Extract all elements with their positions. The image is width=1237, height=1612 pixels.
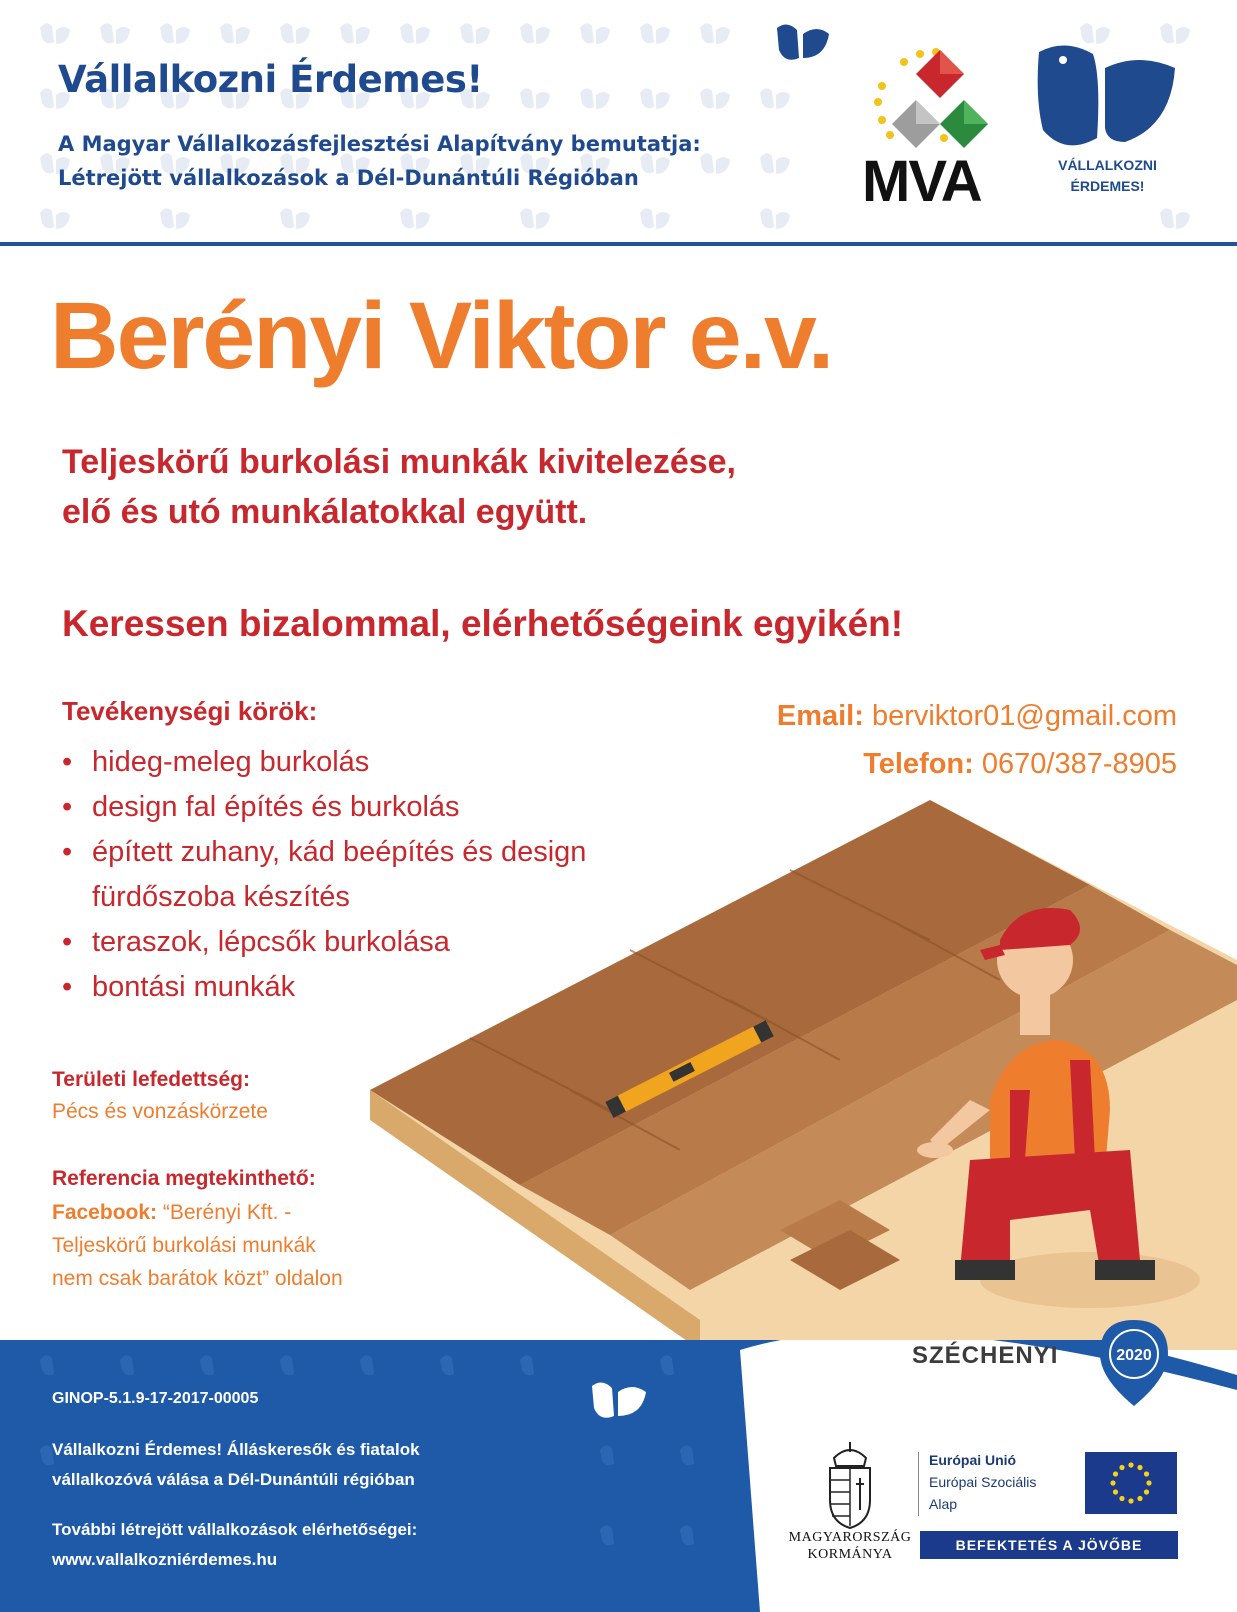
- contact-email: [777, 700, 1177, 733]
- list-item: [62, 740, 622, 785]
- szechenyi-year: 2020: [1116, 1347, 1152, 1364]
- coverage-heading: Területi lefedettség:: [52, 1068, 250, 1091]
- ve-logo-text-line2: ÉRDEMES!: [1070, 178, 1145, 194]
- company-name: Berényi Viktor e.v.: [50, 283, 833, 389]
- szechenyi-logo-text: SZÉCHENYI: [912, 1342, 1059, 1369]
- eu-flag-icon: [1085, 1452, 1177, 1514]
- tagline-line1: Teljeskörű burkolási munkák kivitelezése,: [62, 443, 737, 481]
- activities-heading: Tevékenységi körök:: [62, 696, 318, 726]
- bullet: •: [62, 926, 73, 958]
- list-item-text: teraszok, lépcsők burkolása: [92, 926, 450, 958]
- reference-line3: nem csak barátok közt” oldalon: [52, 1267, 343, 1290]
- floor-laying-illustration: [370, 790, 1237, 1350]
- footer-bird-icon: [590, 1378, 650, 1426]
- ve-logo-text-line1: VÁLLALKOZNI: [1058, 157, 1157, 173]
- invest-in-future-banner: BEFEKTETÉS A JÖVŐBE: [920, 1531, 1178, 1559]
- bullet: •: [62, 791, 73, 823]
- header-subtitle-line1: A Magyar Vállalkozásfejlesztési Alapítvány bemutatja:: [58, 132, 701, 156]
- eu-fund-line2: Alap: [929, 1496, 958, 1512]
- contact-phone: [863, 748, 1177, 781]
- szechenyi-2020-pin-icon: [1098, 1318, 1170, 1408]
- bullet: •: [62, 836, 73, 868]
- footer-paragraph1-line2: vállalkozóvá válása a Dél-Dunántúli régióban: [52, 1470, 415, 1489]
- vallalkozni-erdemes-bird-logo-icon: [1035, 38, 1180, 156]
- header: [0, 0, 1237, 242]
- tagline-line2: elő és utó munkálatokkal együtt.: [62, 493, 588, 531]
- coverage-value: Pécs és vonzáskörzete: [52, 1100, 268, 1123]
- eu-fund-line1: Európai Szociális: [929, 1474, 1037, 1490]
- phone-link[interactable]: 0670/387-8905: [973, 748, 1177, 780]
- reference-line1: [52, 1201, 291, 1225]
- list-item-text: hideg-meleg burkolás: [92, 746, 370, 778]
- facebook-label: Facebook:: [52, 1201, 158, 1224]
- project-code: GINOP-5.1.9-17-2017-00005: [52, 1390, 259, 1407]
- eu-divider: [918, 1452, 919, 1516]
- list-item-text: épített zuhany, kád beépítés és design fürdőszoba készítés: [92, 836, 587, 913]
- list-item-text: bontási munkák: [92, 971, 296, 1003]
- small-bird-icon: [773, 18, 833, 68]
- facebook-page-name: “Berényi Kft. -: [157, 1201, 292, 1224]
- list-item-text: design fal építés és burkolás: [92, 791, 460, 823]
- eu-name: Európai Unió: [929, 1452, 1017, 1468]
- phone-label: Telefon:: [863, 748, 974, 780]
- email-label: Email:: [776, 700, 864, 732]
- government-line2: KORMÁNYA: [807, 1547, 893, 1562]
- reference-heading: Referencia megtekinthető:: [52, 1167, 316, 1190]
- email-link[interactable]: berviktor01@gmail.com: [863, 700, 1177, 732]
- header-divider: [0, 242, 1237, 246]
- mva-logo-text: MVA: [862, 149, 981, 214]
- reference-line2: Teljeskörű burkolási munkák: [52, 1234, 316, 1257]
- website-link[interactable]: www.vallalkozniérdemes.hu: [52, 1550, 278, 1569]
- hungarian-coat-of-arms-icon: [820, 1440, 880, 1530]
- call-to-action: Keressen bizalommal, elérhetőségeink egyikén!: [62, 603, 904, 644]
- header-title: Vállalkozni Érdemes!: [58, 58, 483, 101]
- footer-paragraph1-line1: Vállalkozni Érdemes! Álláskeresők és fiatalok: [52, 1440, 420, 1459]
- government-line1: MAGYARORSZÁG: [788, 1530, 912, 1545]
- header-subtitle-line2: Létrejött vállalkozások a Dél-Dunántúli Régióban: [58, 166, 639, 190]
- bullet: •: [62, 746, 73, 778]
- footer-paragraph2-line1: További létrejött vállalkozások elérhetőségei:: [52, 1520, 418, 1539]
- bullet: •: [62, 971, 73, 1003]
